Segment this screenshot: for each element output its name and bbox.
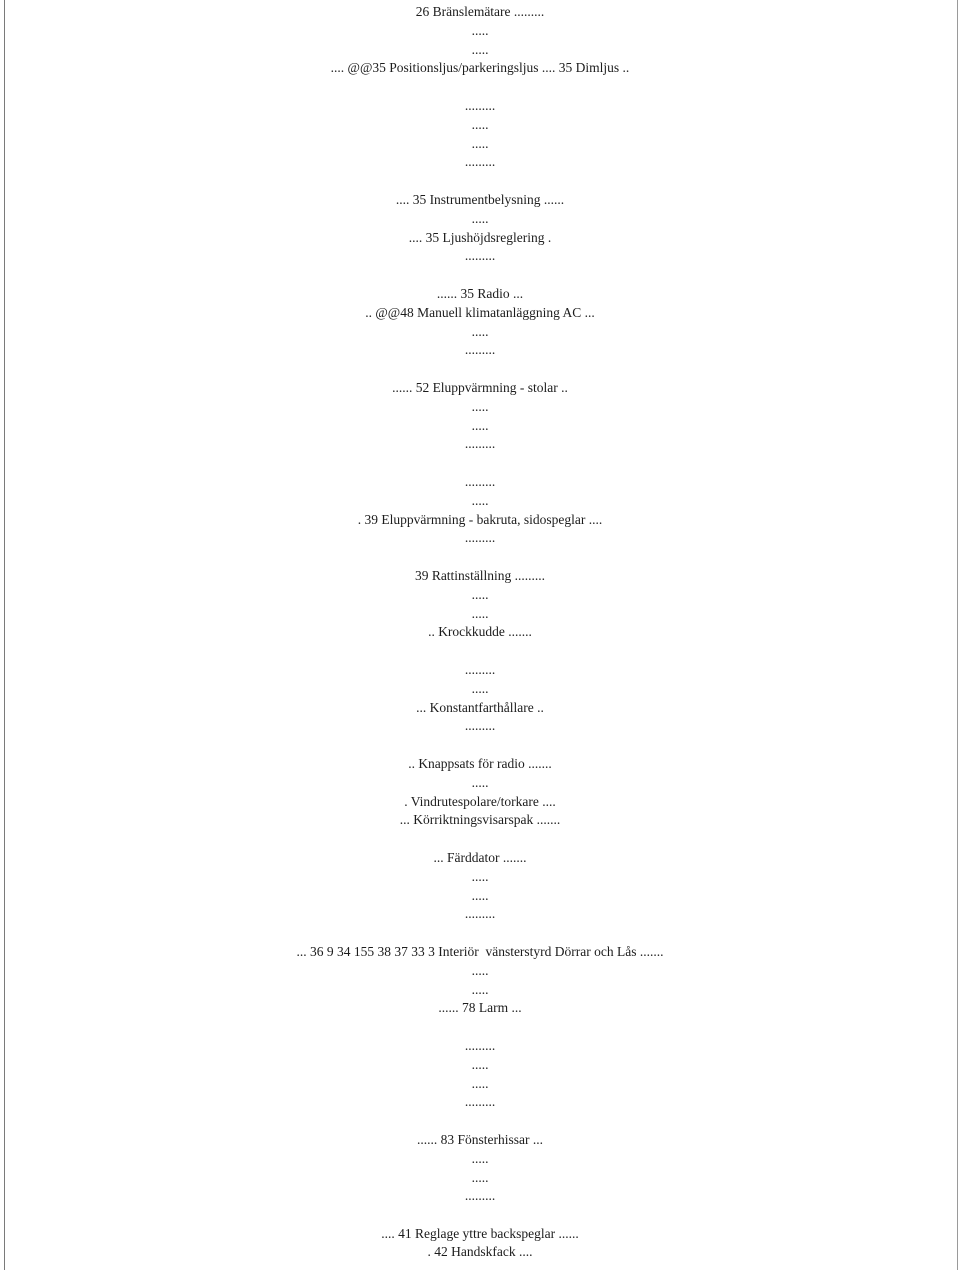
toc-line: ..... (471, 1076, 489, 1091)
toc-line: ......... (464, 530, 496, 545)
toc-line: .... 41 Reglage yttre backspeglar ...... (381, 1226, 579, 1241)
toc-line: ......... (464, 154, 496, 169)
toc-line: ..... (471, 606, 489, 621)
toc-line: ......... (464, 906, 496, 921)
toc-line: .... 35 Instrumentbelysning ...... (395, 192, 565, 207)
toc-line: . Vindrutespolare/torkare .... (404, 794, 556, 809)
toc-line: ..... (471, 681, 489, 696)
toc-line: ......... (464, 474, 496, 489)
toc-line: ..... (471, 1057, 489, 1072)
toc-line: ..... (471, 775, 489, 790)
toc-line: . 42 Handskfack .... (427, 1244, 533, 1259)
toc-line: ...... 83 Fönsterhissar ... (417, 1132, 543, 1147)
toc-line: .... @@35 Positionsljus/parkeringsljus .... 35 Dimljus .. (330, 60, 630, 75)
toc-line: ..... (471, 136, 489, 151)
toc-line: ..... (471, 117, 489, 132)
toc-line: ..... (471, 493, 489, 508)
toc-line: .. Krockkudde ....... (428, 624, 532, 639)
toc-line: . 39 Eluppvärmning - bakruta, sidospeglar .... (357, 512, 603, 527)
toc-line: ..... (471, 982, 489, 997)
toc-line: ......... (464, 436, 496, 451)
toc-line: ......... (464, 662, 496, 677)
toc-line: ... Körriktningsvisarspak ....... (399, 812, 561, 827)
toc-line: ... Färddator ....... (433, 850, 527, 865)
toc-line: ...... 78 Larm ... (438, 1000, 522, 1015)
toc-line: ..... (471, 587, 489, 602)
toc-line: .. @@48 Manuell klimatanläggning AC ... (365, 305, 595, 320)
toc-line: ......... (464, 718, 496, 733)
toc-line: ..... (471, 869, 489, 884)
toc-line: ..... (471, 888, 489, 903)
toc-line: ......... (464, 1188, 496, 1203)
toc-line: ......... (464, 98, 496, 113)
toc-line: ..... (471, 42, 489, 57)
toc-line: ..... (471, 963, 489, 978)
toc-line: ......... (464, 248, 496, 263)
toc-line: ......... (464, 342, 496, 357)
toc-line: ..... (471, 418, 489, 433)
toc-line: 39 Rattinställning ......... (414, 568, 546, 583)
toc-line: ..... (471, 1151, 489, 1166)
toc-line: ......... (464, 1038, 496, 1053)
toc-line: ..... (471, 211, 489, 226)
toc-line: ..... (471, 324, 489, 339)
toc-line: .. Knappsats för radio ....... (408, 756, 552, 771)
toc-line: ... 36 9 34 155 38 37 33 3 Interiör vänsterstyrd Dörrar och Lås ....... (296, 944, 664, 959)
toc-line: ..... (471, 399, 489, 414)
toc-line: 26 Bränslemätare ......... (415, 4, 545, 19)
toc-line: ...... 35 Radio ... (436, 286, 524, 301)
toc-line: ......... (464, 1094, 496, 1109)
toc-line: ..... (471, 23, 489, 38)
toc-line: ..... (471, 1170, 489, 1185)
toc-line: .... 35 Ljushöjdsreglering . (408, 230, 552, 245)
toc-line: ... Konstantfarthållare .. (416, 700, 544, 715)
toc-line: ...... 52 Eluppvärmning - stolar .. (392, 380, 568, 395)
